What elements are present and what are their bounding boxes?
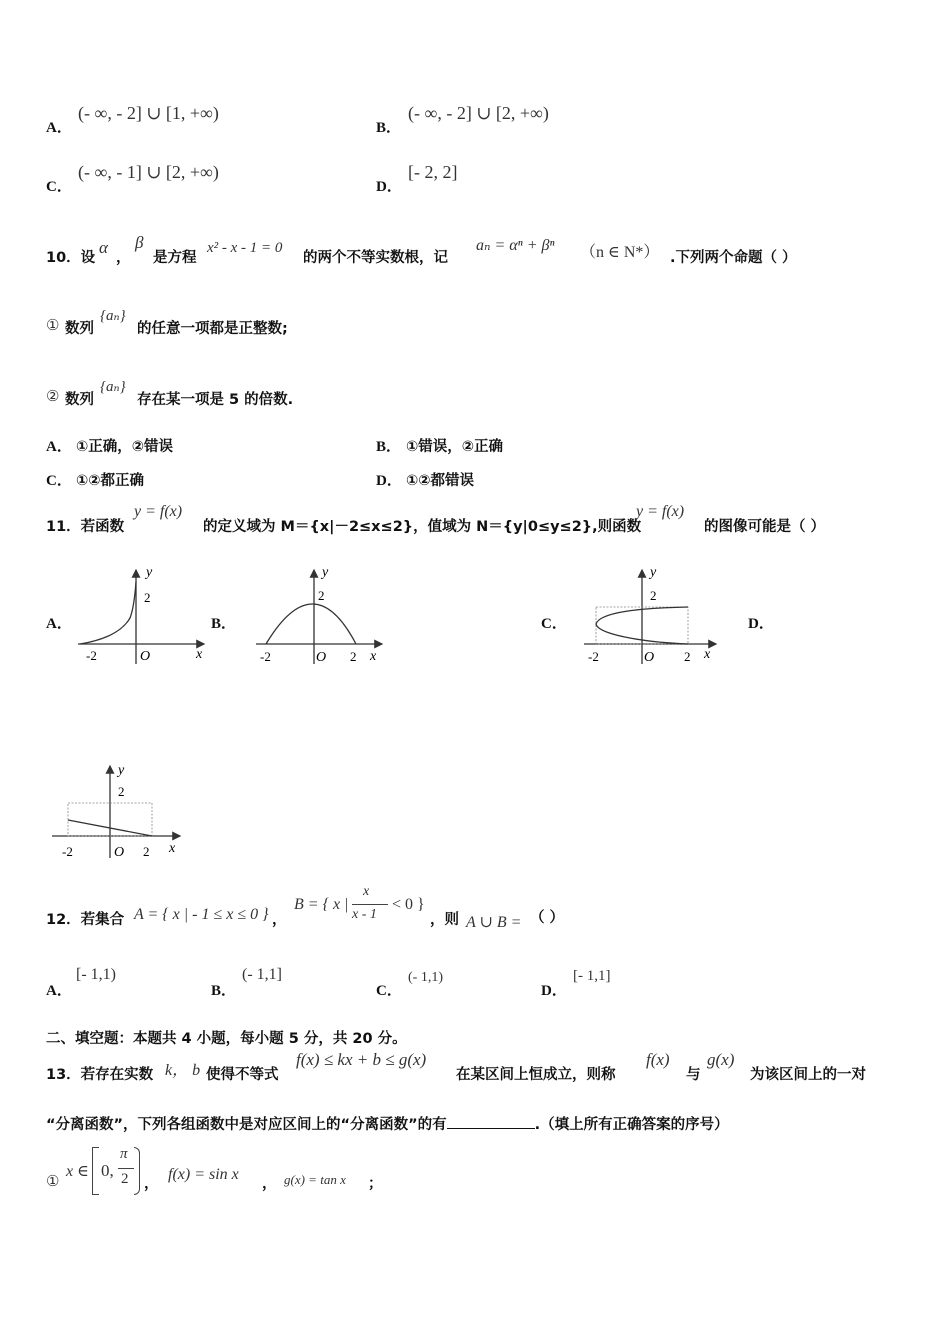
x-tick-neg2: -2 bbox=[588, 649, 599, 664]
q9-option-a-expr: (- ∞, - 2] ∪ [1, +∞) bbox=[78, 103, 219, 123]
x-axis-label: x bbox=[169, 841, 176, 856]
q13-item-1-fraction-bar bbox=[118, 1168, 134, 1169]
q10-option-c-text: ①②都正确 bbox=[76, 473, 145, 489]
q13-text-1: 使得不等式 bbox=[206, 1067, 279, 1083]
q10-text-3: .下列两个命题（ ） bbox=[670, 250, 797, 266]
origin-label: O bbox=[316, 650, 327, 665]
q10-option-b-label: B． bbox=[376, 439, 402, 455]
q13-item-1-left-bracket bbox=[92, 1147, 99, 1195]
q13-answer-blank[interactable] bbox=[447, 1116, 535, 1129]
q9-option-d-expr: [- 2, 2] bbox=[408, 162, 458, 182]
q13-item-1-end: ； bbox=[368, 1176, 383, 1192]
y-axis-label: y bbox=[322, 565, 329, 580]
q10-condition: （n ∈ N*） bbox=[580, 244, 660, 261]
q13-item-1-pi: π bbox=[120, 1146, 128, 1162]
q10-statement-2-b: 存在某一项是 5 的倍数. bbox=[137, 392, 294, 408]
q11-graph-b bbox=[252, 562, 392, 670]
q11-graph-c bbox=[580, 562, 725, 670]
q13-item-1-right-paren bbox=[134, 1147, 140, 1195]
q12-union: A ∪ B = bbox=[466, 914, 522, 931]
q10-option-c-label: C． bbox=[46, 473, 72, 489]
q11-option-c-label: C． bbox=[541, 616, 567, 632]
q13-inequality: f(x) ≤ kx + b ≤ g(x) bbox=[296, 1050, 427, 1069]
origin-label: O bbox=[140, 649, 151, 664]
q11-graph-d bbox=[48, 760, 193, 868]
q10-statement-1-a: 数列 bbox=[65, 321, 94, 337]
q10-an-definition: aₙ = αⁿ + βⁿ bbox=[476, 237, 555, 254]
y-tick-label: 2 bbox=[318, 588, 325, 603]
q12-option-d-label: D． bbox=[541, 983, 567, 999]
q9-option-b-expr: (- ∞, - 2] ∪ [2, +∞) bbox=[408, 103, 549, 123]
q12-paren: （ ） bbox=[530, 910, 565, 926]
q13-item-1-g: g(x) = tan x bbox=[284, 1172, 346, 1187]
q10-statement-2-seq: {aₙ} bbox=[100, 379, 126, 395]
q10-statement-2-a: 数列 bbox=[65, 392, 94, 408]
x-axis-label: x bbox=[196, 647, 203, 662]
q10-statement-1-b: 的任意一项都是正整数; bbox=[137, 321, 288, 337]
y-tick-label: 2 bbox=[144, 590, 151, 605]
q10-number: 10．设 bbox=[46, 250, 96, 266]
x-tick-neg2: -2 bbox=[86, 648, 97, 663]
q11-option-a-label: A． bbox=[46, 616, 72, 632]
q11-text-2: 的图像可能是（ ） bbox=[704, 519, 826, 535]
q12-option-a-expr: [- 1,1) bbox=[76, 966, 116, 983]
q10-statement-2-mark: ② bbox=[46, 389, 60, 405]
q13-item-1-interval-start: 0, bbox=[101, 1161, 114, 1180]
q12-text-1: ，则 bbox=[430, 912, 459, 928]
q12-comma: ， bbox=[272, 912, 287, 928]
q13-line-2-b: .（填上所有正确答案的序号） bbox=[534, 1117, 729, 1133]
q10-option-a-text: ①正确，②错误 bbox=[76, 439, 174, 455]
q9-option-b-label: B． bbox=[376, 120, 402, 136]
q12-option-b-expr: (- 1,1] bbox=[242, 966, 282, 983]
q13-g: g(x) bbox=[707, 1050, 735, 1069]
q12-number: 12．若集合 bbox=[46, 912, 125, 928]
x-axis-label: x bbox=[704, 647, 711, 662]
x-axis-label: x bbox=[370, 649, 377, 664]
q9-option-d-label: D． bbox=[376, 179, 402, 195]
q13-line-2-a: “分离函数”，下列各组函数中是对应区间上的“分离函数”的有 bbox=[46, 1117, 447, 1133]
q10-option-d-label: D． bbox=[376, 473, 402, 489]
q12-option-a-label: A． bbox=[46, 983, 72, 999]
origin-label: O bbox=[644, 650, 655, 665]
curve bbox=[80, 582, 136, 644]
q13-f: f(x) bbox=[646, 1050, 670, 1069]
q12-fraction-numerator: x bbox=[363, 884, 370, 899]
q9-option-a-label: A． bbox=[46, 120, 72, 136]
q13-item-1-two: 2 bbox=[121, 1171, 129, 1187]
q12-fraction-bar bbox=[352, 904, 388, 905]
q10-option-a-label: A． bbox=[46, 439, 72, 455]
q13-text-4: 为该区间上的一对 bbox=[750, 1067, 866, 1083]
q13-item-1-sep: ， bbox=[144, 1176, 159, 1192]
y-tick-label: 2 bbox=[650, 588, 657, 603]
q13-item-1-mark: ① bbox=[46, 1174, 60, 1190]
q13-item-1-domain-pre: x ∈ bbox=[66, 1163, 89, 1180]
q10-equation: x² - x - 1 = 0 bbox=[207, 240, 283, 256]
q11-graph-a bbox=[74, 562, 214, 670]
q10-alpha: α bbox=[99, 238, 108, 257]
y-tick-label: 2 bbox=[118, 784, 125, 799]
origin-label: O bbox=[114, 845, 125, 860]
q11-number: 11．若函数 bbox=[46, 519, 125, 535]
section-2-header: 二、填空题：本题共 4 小题，每小题 5 分，共 20 分。 bbox=[46, 1031, 407, 1047]
x-tick-2: 2 bbox=[143, 844, 150, 859]
q12-fraction-denominator: x - 1 bbox=[352, 907, 377, 922]
y-axis-label: y bbox=[650, 565, 657, 580]
x-tick-neg2: -2 bbox=[260, 649, 271, 664]
q13-kb: k， b bbox=[165, 1062, 201, 1079]
q12-option-b-label: B． bbox=[211, 983, 237, 999]
q10-text-1: 是方程 bbox=[153, 250, 197, 266]
q13-line-2 bbox=[46, 1113, 729, 1134]
q10-statement-1-mark: ① bbox=[46, 318, 60, 334]
q11-text-1: 的定义域为 M＝{x|－2≤x≤2}，值域为 N＝{y|0≤y≤2},则函数 bbox=[203, 519, 642, 535]
x-tick-neg2: -2 bbox=[62, 844, 73, 859]
q12-option-c-label: C． bbox=[376, 983, 402, 999]
q13-text-3: 与 bbox=[686, 1067, 701, 1083]
q10-beta: β bbox=[135, 233, 144, 252]
y-axis-label: y bbox=[146, 565, 153, 580]
q11-function-2: y = f(x) bbox=[636, 503, 685, 520]
q12-set-b-pre: B = { x | bbox=[294, 896, 349, 913]
x-tick-2: 2 bbox=[684, 649, 691, 664]
q10-text-2: 的两个不等实数根，记 bbox=[303, 250, 448, 266]
q11-option-d-label: D． bbox=[748, 616, 774, 632]
y-axis-label: y bbox=[118, 763, 125, 778]
x-tick-2: 2 bbox=[350, 649, 357, 664]
q13-item-1-f: f(x) = sin x bbox=[168, 1166, 239, 1183]
q9-option-c-label: C． bbox=[46, 179, 72, 195]
q13-item-1-sep-2: ， bbox=[262, 1176, 277, 1192]
q12-set-b-post: < 0 } bbox=[392, 896, 425, 913]
q12-set-a: A = { x | - 1 ≤ x ≤ 0 } bbox=[134, 906, 269, 923]
q10-comma: ， bbox=[116, 250, 131, 266]
q12-option-c-expr: (- 1,1) bbox=[408, 970, 443, 985]
q10-statement-1-seq: {aₙ} bbox=[100, 308, 126, 324]
q13-text-2: 在某区间上恒成立，则称 bbox=[456, 1067, 616, 1083]
q10-option-d-text: ①②都错误 bbox=[406, 473, 475, 489]
q11-option-b-label: B． bbox=[211, 616, 237, 632]
q12-option-d-expr: [- 1,1] bbox=[573, 968, 611, 984]
curve bbox=[266, 604, 356, 644]
q13-number: 13．若存在实数 bbox=[46, 1067, 154, 1083]
q9-option-c-expr: (- ∞, - 1] ∪ [2, +∞) bbox=[78, 162, 219, 182]
q10-option-b-text: ①错误，②正确 bbox=[406, 439, 504, 455]
q11-function-1: y = f(x) bbox=[134, 503, 183, 520]
